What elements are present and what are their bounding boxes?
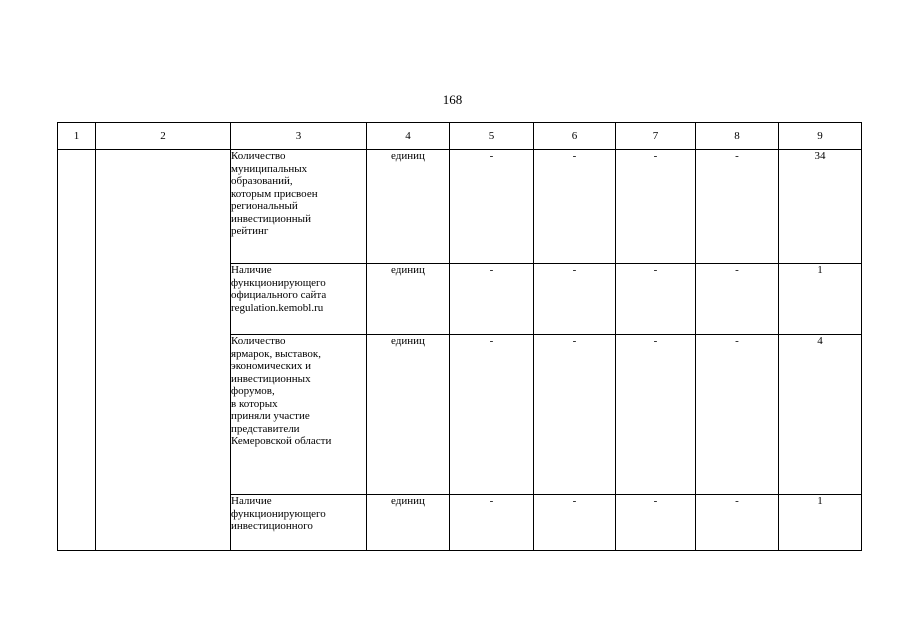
value-cell-5: -	[450, 335, 534, 495]
merged-cell-col-2	[96, 150, 231, 551]
value-cell-8: -	[696, 335, 779, 495]
column-header-5: 5	[450, 123, 534, 150]
value-cell-5: -	[450, 150, 534, 264]
indicator-text-line: функционирующего	[231, 276, 326, 289]
indicator-text-line: официального сайта	[231, 289, 327, 301]
indicator-text-line: в которых	[231, 397, 278, 410]
indicator-text-line: которым присвоен	[231, 187, 318, 200]
value-cell-7: -	[616, 335, 696, 495]
indicator-cell	[231, 264, 367, 335]
value-cell-8: -	[696, 264, 779, 335]
column-header-6: 6	[534, 123, 616, 150]
page-number: 168	[442, 92, 463, 107]
column-header-2: 2	[96, 123, 231, 150]
indicator-text-line: рейтинг	[231, 225, 269, 237]
unit-cell: единиц	[367, 150, 450, 264]
indicator-text-line: Количество	[231, 335, 286, 347]
unit-cell: единиц	[367, 495, 450, 551]
column-header-9: 9	[779, 123, 862, 150]
value-cell-9: 1	[779, 264, 862, 335]
value-cell-8: -	[696, 150, 779, 264]
indicator-text-line: приняли участие	[231, 410, 310, 422]
unit-cell: единиц	[367, 335, 450, 495]
column-header-4: 4	[367, 123, 450, 150]
indicator-cell	[231, 150, 367, 264]
indicator-text-line: Наличие	[231, 495, 272, 507]
value-cell-6: -	[534, 264, 616, 335]
indicator-text-line: экономических и	[231, 360, 311, 372]
indicator-text-line: образований,	[231, 175, 293, 187]
indicator-text-line: форумов,	[231, 385, 275, 397]
indicator-text-line: представители	[231, 422, 300, 435]
indicator-text-line: функционирующего	[231, 507, 326, 520]
indicator-text-line: Количество	[231, 150, 286, 162]
indicator-text-line: regulation.kemobl.ru	[231, 301, 324, 314]
column-header-8: 8	[696, 123, 779, 150]
indicator-text-line: муниципальных	[231, 162, 308, 175]
indicator-text-line: инвестиционный	[231, 212, 311, 225]
indicator-text-line: региональный	[231, 200, 298, 212]
value-cell-8: -	[696, 495, 779, 551]
indicator-cell	[231, 335, 367, 495]
indicator-cell	[231, 495, 367, 551]
column-header-7: 7	[616, 123, 696, 150]
value-cell-6: -	[534, 150, 616, 264]
value-cell-7: -	[616, 264, 696, 335]
indicators-table	[57, 122, 862, 551]
value-cell-9: 1	[779, 495, 862, 551]
value-cell-5: -	[450, 495, 534, 551]
value-cell-9: 34	[779, 150, 862, 264]
indicator-text-line: инвестиционного	[231, 520, 313, 532]
merged-cell-col-1	[58, 150, 96, 551]
unit-cell: единиц	[367, 264, 450, 335]
value-cell-6: -	[534, 335, 616, 495]
column-header-1: 1	[58, 123, 96, 150]
value-cell-7: -	[616, 150, 696, 264]
indicator-text-line: ярмарок, выставок,	[231, 347, 322, 360]
indicator-text-line: Наличие	[231, 264, 272, 276]
value-cell-9: 4	[779, 335, 862, 495]
indicator-text-line: Кемеровской области	[231, 435, 332, 447]
table-row	[58, 150, 862, 264]
value-cell-7: -	[616, 495, 696, 551]
value-cell-6: -	[534, 495, 616, 551]
column-header-3: 3	[231, 123, 367, 150]
indicator-text-line: инвестиционных	[231, 372, 311, 385]
value-cell-5: -	[450, 264, 534, 335]
header-row	[58, 123, 862, 150]
